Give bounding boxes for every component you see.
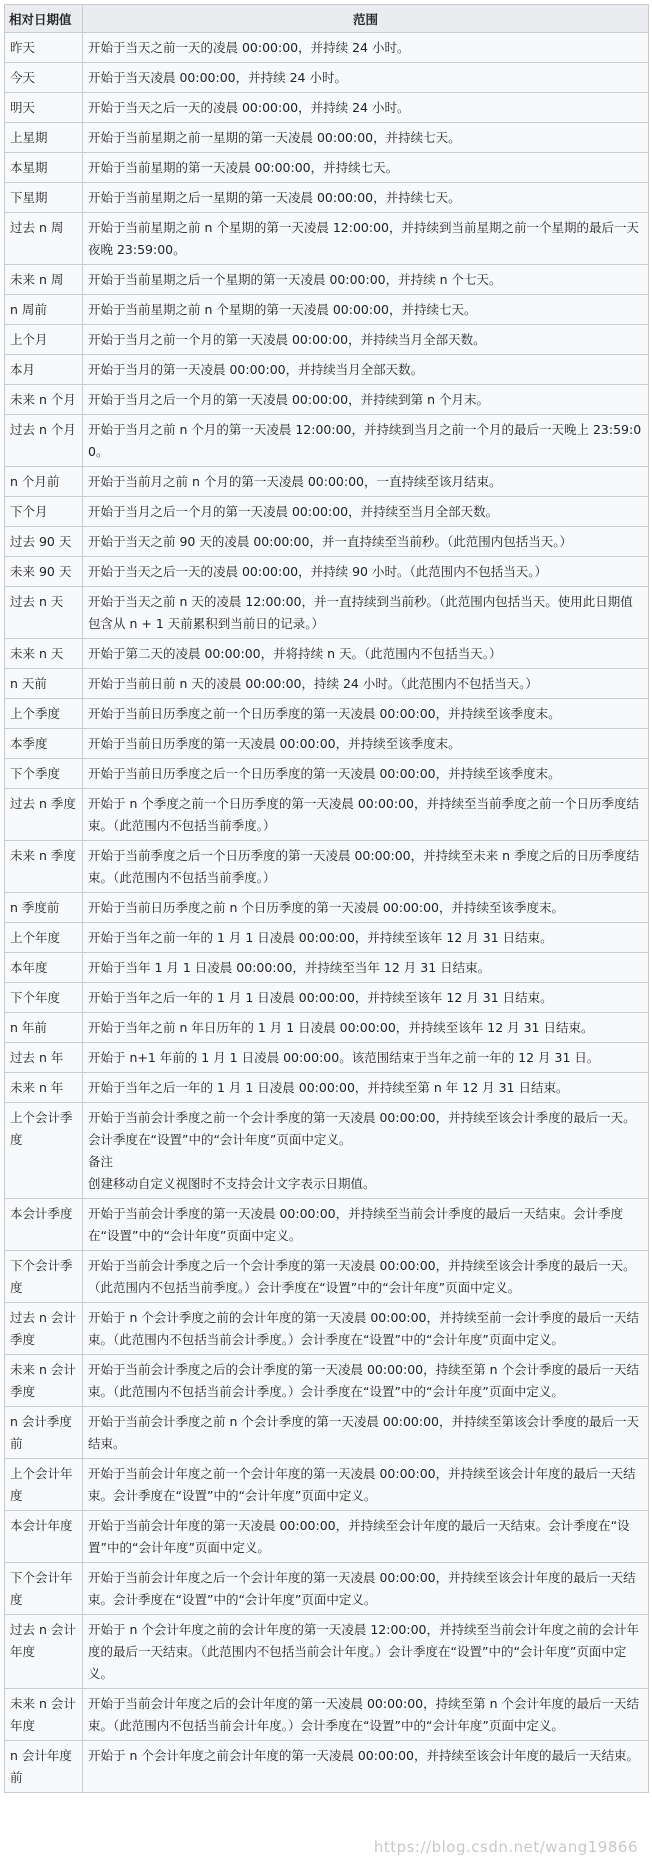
relative-date-name: 未来 n 个月 <box>5 385 83 415</box>
relative-date-name: 上星期 <box>5 123 83 153</box>
range-description: 开始于 n 个季度之前一个日历季度的第一天凌晨 00:00:00，并持续至当前季度之前一个日历季度结束。（此范围内不包括当前季度。） <box>88 796 639 833</box>
range-description: 开始于当前会计季度之前 n 个会计季度的第一天凌晨 00:00:00，并持续至第该会计季度的最后一天结束。 <box>88 1414 639 1451</box>
relative-date-table <box>4 4 649 1793</box>
range-description-cell <box>83 1199 649 1251</box>
range-description: 开始于当前月之前 n 个月的第一天凌晨 00:00:00，一直持续至该月结束。 <box>88 474 502 489</box>
range-description-cell <box>83 923 649 953</box>
range-description-cell <box>83 983 649 1013</box>
range-description: 开始于当前会计季度之前一个会计季度的第一天凌晨 00:00:00，并持续至该会计季度的最后一天。会计季度在“设置”中的“会计年度”页面中定义。 <box>88 1110 636 1147</box>
relative-date-name: 明天 <box>5 93 83 123</box>
range-description-cell <box>83 325 649 355</box>
range-description: 开始于当前星期之后一个星期的第一天凌晨 00:00:00，并持续 n 个七天。 <box>88 272 502 287</box>
range-description: 开始于当前会计年度之后一个会计年度的第一天凌晨 00:00:00，并持续至该会计年度的最后一天结束。会计季度在“设置”中的“会计年度”页面中定义。 <box>88 1570 636 1607</box>
table-row <box>5 1511 649 1563</box>
relative-date-name: n 年前 <box>5 1013 83 1043</box>
table-row <box>5 789 649 841</box>
table-row <box>5 295 649 325</box>
range-description-cell <box>83 1615 649 1689</box>
range-description: 开始于当天之前 n 天的凌晨 12:00:00，并一直持续到当前秒。（此范围内包括当天。使用此日期值包含从 n + 1 天前累积到当前日的记录。） <box>88 594 633 631</box>
relative-date-name: 上个会计季度 <box>5 1103 83 1199</box>
table-row <box>5 669 649 699</box>
watermark: https://blog.csdn.net/wang19866 <box>373 1838 638 1856</box>
table-row <box>5 497 649 527</box>
relative-date-name: 未来 n 季度 <box>5 841 83 893</box>
range-description-cell <box>83 183 649 213</box>
range-description: 开始于当年之后一年的 1 月 1 日凌晨 00:00:00，并持续至第 n 年 12 月 31 日结束。 <box>88 1080 569 1095</box>
table-row <box>5 1303 649 1355</box>
range-description: 开始于当天之后一天的凌晨 00:00:00，并持续 90 小时。（此范围内不包括当天。） <box>88 564 547 579</box>
range-description-cell <box>83 265 649 295</box>
range-description: 开始于当前会计季度的第一天凌晨 00:00:00，并持续至当前会计季度的最后一天结束。会计季度在“设置”中的“会计年度”页面中定义。 <box>88 1206 624 1243</box>
range-description: 开始于当前星期之前一星期的第一天凌晨 00:00:00，并持续七天。 <box>88 130 461 145</box>
table-row <box>5 1459 649 1511</box>
table-row <box>5 325 649 355</box>
range-description: 开始于当前星期之前 n 个星期的第一天凌晨 12:00:00，并持续到当前星期之前一个星期的最后一天夜晚 23:59:00。 <box>88 220 639 257</box>
range-description: 开始于当前日前 n 天的凌晨 00:00:00，持续 24 小时。（此范围内不包括当天。） <box>88 676 538 691</box>
table-row <box>5 527 649 557</box>
relative-date-name: 本年度 <box>5 953 83 983</box>
table-row <box>5 893 649 923</box>
table-row <box>5 415 649 467</box>
table-row <box>5 1355 649 1407</box>
relative-date-name: 未来 n 周 <box>5 265 83 295</box>
range-description-cell <box>83 953 649 983</box>
relative-date-name: 本会计年度 <box>5 1511 83 1563</box>
table-row <box>5 1615 649 1689</box>
table-row <box>5 213 649 265</box>
table-row <box>5 183 649 213</box>
range-description-cell <box>83 893 649 923</box>
range-description-cell <box>83 385 649 415</box>
range-description-cell <box>83 1459 649 1511</box>
range-description: 开始于当月之前 n 个月的第一天凌晨 12:00:00，并持续到当月之前一个月的最后一天晚上 23:59:00。 <box>88 422 642 459</box>
range-description: 开始于当天凌晨 00:00:00，并持续 24 小时。 <box>88 70 347 85</box>
range-description: 开始于当年 1 月 1 日凌晨 00:00:00，并持续至当年 12 月 31 日结束。 <box>88 960 491 975</box>
table-row <box>5 1199 649 1251</box>
relative-date-name: 下个月 <box>5 497 83 527</box>
range-description-cell <box>83 295 649 325</box>
range-description-cell <box>83 497 649 527</box>
relative-date-name: n 天前 <box>5 669 83 699</box>
range-description-cell <box>83 1407 649 1459</box>
range-description: 开始于当月之前一个月的第一天凌晨 00:00:00，并持续当月全部天数。 <box>88 332 486 347</box>
table-row <box>5 1741 649 1793</box>
table-header-row <box>5 5 649 33</box>
note-title: 备注 <box>88 1154 114 1169</box>
range-description-cell <box>83 63 649 93</box>
range-description-cell <box>83 355 649 385</box>
range-description-cell <box>83 1303 649 1355</box>
relative-date-name: 本星期 <box>5 153 83 183</box>
range-description: 开始于当前星期之前 n 个星期的第一天凌晨 00:00:00，并持续七天。 <box>88 302 477 317</box>
range-description-cell <box>83 759 649 789</box>
range-description-cell <box>83 33 649 63</box>
relative-date-name: 本会计季度 <box>5 1199 83 1251</box>
range-description-cell <box>83 587 649 639</box>
table-row <box>5 265 649 295</box>
table-row <box>5 1251 649 1303</box>
relative-date-name: 过去 n 周 <box>5 213 83 265</box>
relative-date-name: 过去 n 天 <box>5 587 83 639</box>
table-row <box>5 1563 649 1615</box>
range-description: 开始于当前会计季度之后的会计季度的第一天凌晨 00:00:00，持续至第 n 个会计季度的最后一天结束。（此范围内不包括当前会计季度。）会计季度在“设置”中的“会计年度”页面中定义。 <box>88 1362 639 1399</box>
relative-date-name: 上个年度 <box>5 923 83 953</box>
range-description: 开始于当天之前 90 天的凌晨 00:00:00，并一直持续至当前秒。（此范围内包括当天。） <box>88 534 572 549</box>
table-row <box>5 123 649 153</box>
table-row <box>5 759 649 789</box>
range-description-cell <box>83 699 649 729</box>
relative-date-name: 过去 90 天 <box>5 527 83 557</box>
relative-date-name: 未来 n 会计季度 <box>5 1355 83 1407</box>
relative-date-name: 过去 n 会计年度 <box>5 1615 83 1689</box>
range-description: 开始于 n 个会计季度之前的会计年度的第一天凌晨 00:00:00，并持续至前一会计季度的最后一天结束。（此范围内不包括当前会计季度。）会计季度在“设置”中的“会计年度”页面中定义。 <box>88 1310 639 1347</box>
range-description: 开始于当月之后一个月的第一天凌晨 00:00:00，并持续至当月全部天数。 <box>88 504 499 519</box>
range-description: 开始于当天之前一天的凌晨 00:00:00，并持续 24 小时。 <box>88 40 410 55</box>
range-description-cell <box>83 153 649 183</box>
range-description-cell <box>83 123 649 153</box>
relative-date-name: 过去 n 季度 <box>5 789 83 841</box>
range-description-cell <box>83 1511 649 1563</box>
relative-date-name: n 周前 <box>5 295 83 325</box>
range-description: 开始于当年之后一年的 1 月 1 日凌晨 00:00:00，并持续至该年 12 月 31 日结束。 <box>88 990 553 1005</box>
relative-date-name: 未来 n 天 <box>5 639 83 669</box>
range-description: 开始于当前日历季度之前一个日历季度的第一天凌晨 00:00:00，并持续至该季度末。 <box>88 706 561 721</box>
range-description-cell <box>83 93 649 123</box>
range-description: 开始于 n+1 年前的 1 月 1 日凌晨 00:00:00。该范围结束于当年之前一年的 12 月 31 日。 <box>88 1050 600 1065</box>
table-row <box>5 841 649 893</box>
table-row <box>5 729 649 759</box>
range-description-cell <box>83 639 649 669</box>
range-description-cell <box>83 557 649 587</box>
relative-date-name: 上个季度 <box>5 699 83 729</box>
range-description-cell <box>83 1355 649 1407</box>
range-description-cell <box>83 1251 649 1303</box>
range-description: 开始于当前星期的第一天凌晨 00:00:00，并持续七天。 <box>88 160 399 175</box>
range-description: 开始于当前会计季度之后一个会计季度的第一天凌晨 00:00:00，并持续至该会计季度的最后一天。（此范围内不包括当前季度。）会计季度在“设置”中的“会计年度”页面中定义。 <box>88 1258 636 1295</box>
relative-date-name: 上个会计年度 <box>5 1459 83 1511</box>
table-row <box>5 1013 649 1043</box>
range-description-cell <box>83 1741 649 1793</box>
relative-date-name: 未来 90 天 <box>5 557 83 587</box>
date-range-table-container <box>4 4 648 1793</box>
header-range: 范围 <box>83 5 649 33</box>
table-row <box>5 1073 649 1103</box>
range-description-cell <box>83 1073 649 1103</box>
range-description: 开始于当天之后一天的凌晨 00:00:00，并持续 24 小时。 <box>88 100 410 115</box>
range-description: 开始于当前日历季度之前 n 个日历季度的第一天凌晨 00:00:00，并持续至该季度末。 <box>88 900 564 915</box>
range-description-cell <box>83 1563 649 1615</box>
table-row <box>5 33 649 63</box>
range-description-cell <box>83 415 649 467</box>
note-text: 创建移动自定义视图时不支持会计文字表示日期值。 <box>88 1176 376 1191</box>
relative-date-name: 过去 n 年 <box>5 1043 83 1073</box>
relative-date-name: 过去 n 个月 <box>5 415 83 467</box>
relative-date-name: 过去 n 会计季度 <box>5 1303 83 1355</box>
relative-date-name: 未来 n 年 <box>5 1073 83 1103</box>
range-description-cell <box>83 527 649 557</box>
table-row <box>5 953 649 983</box>
range-description-cell <box>83 213 649 265</box>
range-description: 开始于当前会计年度之后的会计年度的第一天凌晨 00:00:00，持续至第 n 个会计年度的最后一天结束。（此范围内不包括当前会计年度。）会计季度在“设置”中的“会计年度”页面中定义。 <box>88 1696 639 1733</box>
relative-date-name: 下个会计年度 <box>5 1563 83 1615</box>
relative-date-name: 上个月 <box>5 325 83 355</box>
range-description: 开始于 n 个会计年度之前的会计年度的第一天凌晨 12:00:00，并持续至当前会计年度之前的会计年度的最后一天结束。（此范围内不包括当前会计年度。）会计季度在“设置”中的“会计年度”页面中定义。 <box>88 1622 639 1681</box>
table-row <box>5 923 649 953</box>
range-description: 开始于当月之后一个月的第一天凌晨 00:00:00，并持续到第 n 个月末。 <box>88 392 489 407</box>
table-row <box>5 699 649 729</box>
table-row <box>5 1043 649 1073</box>
table-row <box>5 355 649 385</box>
range-description-cell <box>83 1043 649 1073</box>
table-row <box>5 1103 649 1199</box>
relative-date-name: n 会计年度前 <box>5 1741 83 1793</box>
relative-date-name: 下个季度 <box>5 759 83 789</box>
table-row <box>5 93 649 123</box>
relative-date-name: 下个会计季度 <box>5 1251 83 1303</box>
relative-date-name: 本季度 <box>5 729 83 759</box>
range-description-cell <box>83 1689 649 1741</box>
table-row <box>5 1689 649 1741</box>
relative-date-name: 未来 n 会计年度 <box>5 1689 83 1741</box>
table-row <box>5 63 649 93</box>
table-row <box>5 385 649 415</box>
range-description-cell <box>83 789 649 841</box>
range-description-cell <box>83 669 649 699</box>
range-description-cell <box>83 1103 649 1199</box>
range-description: 开始于当前会计年度之前一个会计年度的第一天凌晨 00:00:00，并持续至该会计年度的最后一天结束。会计季度在“设置”中的“会计年度”页面中定义。 <box>88 1466 636 1503</box>
range-description: 开始于当前星期之后一星期的第一天凌晨 00:00:00，并持续七天。 <box>88 190 461 205</box>
range-description: 开始于当年之前一年的 1 月 1 日凌晨 00:00:00，并持续至该年 12 月 31 日结束。 <box>88 930 553 945</box>
table-row <box>5 1407 649 1459</box>
table-row <box>5 557 649 587</box>
table-row <box>5 153 649 183</box>
range-description-cell <box>83 467 649 497</box>
relative-date-name: n 会计季度前 <box>5 1407 83 1459</box>
range-description-cell <box>83 1013 649 1043</box>
table-row <box>5 639 649 669</box>
header-relative-date-value: 相对日期值 <box>5 5 83 33</box>
relative-date-name: 下星期 <box>5 183 83 213</box>
range-description: 开始于当前日历季度的第一天凌晨 00:00:00，并持续至该季度末。 <box>88 736 461 751</box>
range-description: 开始于第二天的凌晨 00:00:00，并将持续 n 天。（此范围内不包括当天。） <box>88 646 502 661</box>
range-description: 开始于 n 个会计年度之前会计年度的第一天凌晨 00:00:00，并持续至该会计年度的最后一天结束。 <box>88 1748 639 1763</box>
range-description: 开始于当前季度之后一个日历季度的第一天凌晨 00:00:00，并持续至未来 n 季度之后的日历季度结束。（此范围内不包括当前季度。） <box>88 848 639 885</box>
range-description: 开始于当月的第一天凌晨 00:00:00，并持续当月全部天数。 <box>88 362 424 377</box>
relative-date-name: 昨天 <box>5 33 83 63</box>
table-row <box>5 983 649 1013</box>
table-row <box>5 467 649 497</box>
table-row <box>5 587 649 639</box>
relative-date-name: 本月 <box>5 355 83 385</box>
relative-date-name: n 季度前 <box>5 893 83 923</box>
relative-date-name: 今天 <box>5 63 83 93</box>
range-description: 开始于当前会计年度的第一天凌晨 00:00:00，并持续至会计年度的最后一天结束。会计季度在“设置”中的“会计年度”页面中定义。 <box>88 1518 630 1555</box>
table-body <box>5 33 649 1793</box>
relative-date-name: 下个年度 <box>5 983 83 1013</box>
range-description-cell <box>83 841 649 893</box>
range-description-cell <box>83 729 649 759</box>
range-description: 开始于当年之前 n 年日历年的 1 月 1 日凌晨 00:00:00，并持续至该年 12 月 31 日结束。 <box>88 1020 594 1035</box>
range-description: 开始于当前日历季度之后一个日历季度的第一天凌晨 00:00:00，并持续至该季度末。 <box>88 766 561 781</box>
relative-date-name: n 个月前 <box>5 467 83 497</box>
